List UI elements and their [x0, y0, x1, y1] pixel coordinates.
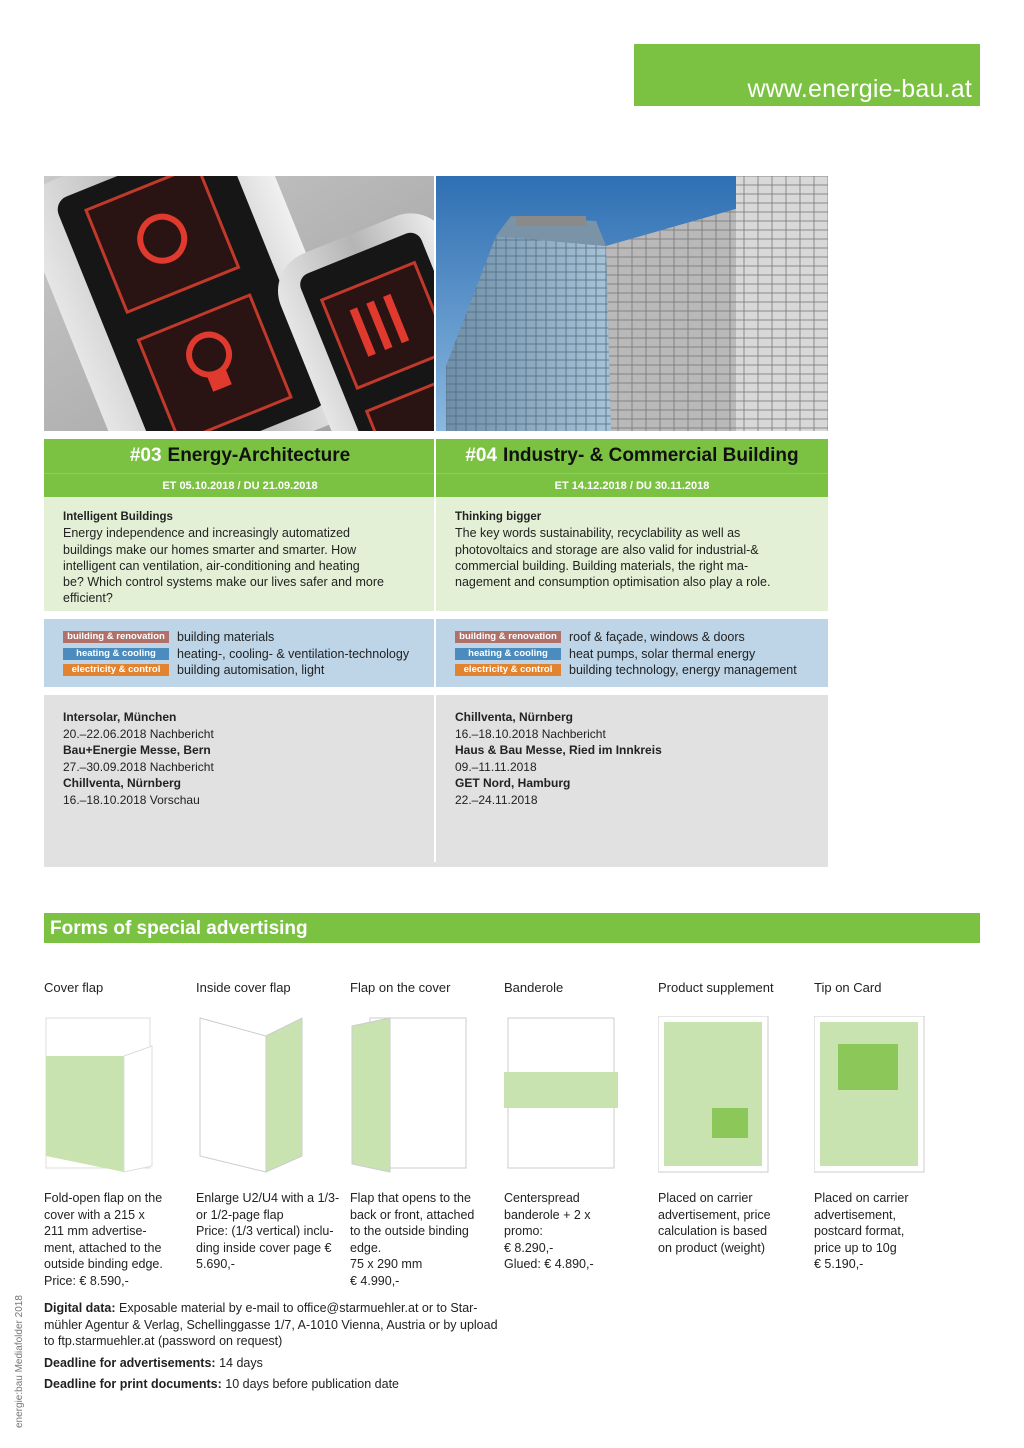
desc-line: € 5.190,- [814, 1257, 864, 1271]
issue-03-events [44, 695, 436, 867]
desc-line: Glued: € 4.890,- [504, 1257, 594, 1271]
inside-cover-flap-illustration [196, 1016, 326, 1176]
inside-cover-flap-item [196, 980, 346, 1271]
event-date: 22.–24.11.2018 [455, 792, 538, 807]
desc-line: advertisement, [814, 1207, 896, 1222]
form-label: Cover flap [44, 980, 104, 995]
desc-line: postcard format, [814, 1224, 905, 1238]
issue-04-description [436, 497, 828, 611]
electricity-control-tag: electricity & control [63, 664, 169, 676]
category-text: heating-, cooling- & ventilation-technology [177, 646, 410, 661]
product-supplement-illustration [658, 1016, 788, 1176]
category-row [63, 629, 436, 646]
desc-line: Placed on carrier [814, 1191, 909, 1205]
form-label: Banderole [504, 980, 564, 995]
deadline-ads-value: 14 days [215, 1355, 263, 1370]
desc-line: back or front, attached [350, 1207, 475, 1222]
banderole-item [504, 980, 654, 1271]
desc-line: or 1/2-page flap [196, 1207, 284, 1222]
form-description [658, 1190, 808, 1256]
desc-line: to the outside binding [350, 1224, 469, 1238]
event-date: 16.–18.10.2018 Vorschau [63, 792, 200, 807]
digital-data-label: Digital data: [44, 1301, 116, 1315]
desc-line: nagement and consumption optimisation also play a role. [455, 575, 771, 590]
issue-03-column [44, 176, 436, 867]
desc-line: € 4.990,- [350, 1273, 400, 1288]
desc-line: edge. [350, 1240, 382, 1255]
desc-line: cover with a 215 x [44, 1207, 145, 1222]
form-label: Tip on Card [814, 980, 882, 995]
form-label: Flap on the cover [350, 980, 451, 995]
issue-03-title: Energy-Architecture [167, 445, 351, 466]
issue-03-number: #03 [129, 445, 162, 466]
flap-on-cover-illustration [350, 1016, 480, 1176]
digital-data-line: to ftp.starmuehler.at (password on request) [44, 1334, 283, 1348]
tip-on-card-item [814, 980, 964, 1271]
digital-data-paragraph [44, 1300, 514, 1350]
form-description [350, 1190, 500, 1289]
issue-04-title: Industry- & Commercial Building [503, 445, 799, 466]
event-name: Chillventa, Nürnberg [455, 710, 574, 724]
desc-line: efficient? [63, 591, 113, 606]
cover-flap-item [44, 980, 194, 1288]
issue-04-dates: ET 14.12.2018 / DU 30.11.2018 [436, 473, 828, 497]
electricity-control-tag: electricity & control [455, 664, 561, 676]
desc-line: 75 x 290 mm [350, 1257, 423, 1271]
issue-04-column [436, 176, 828, 867]
flap-on-cover-item [350, 980, 500, 1288]
desc-line: Enlarge U2/U4 with a 1/3- [196, 1191, 340, 1205]
desc-line: Price: € 8.590,- [44, 1273, 129, 1288]
issue-03-heading [44, 439, 436, 473]
desc-line: The key words sustainability, recyclability as well as [455, 526, 741, 541]
category-row [455, 646, 828, 663]
desc-line: Fold-open flap on the [44, 1191, 163, 1205]
desc-line: calculation is based [658, 1224, 768, 1238]
heating-cooling-tag: heating & cooling [63, 648, 169, 660]
desc-line: advertisement, price [658, 1207, 771, 1222]
building-renovation-tag: building & renovation [63, 631, 169, 643]
category-text: heat pumps, solar thermal energy [569, 646, 756, 661]
event-name: GET Nord, Hamburg [455, 776, 571, 790]
event-date: 16.–18.10.2018 Nachbericht [455, 726, 606, 741]
category-row [455, 629, 828, 646]
desc-line: Energy independence and increasingly automatized [63, 526, 350, 541]
website-url-banner [634, 44, 980, 106]
desc-line: price up to 10g [814, 1240, 897, 1255]
category-text: roof & façade, windows & doors [569, 630, 745, 645]
issue-03-description [44, 497, 436, 611]
desc-line: € 8.290,- [504, 1240, 554, 1255]
category-row [63, 662, 436, 679]
desc-line: be? Which control systems make our lives safer and more [63, 575, 384, 590]
banderole-illustration [504, 1016, 634, 1176]
issue-04-desc-title: Thinking bigger [455, 511, 542, 523]
event-date: 20.–22.06.2018 Nachbericht [63, 726, 214, 741]
desc-line: Price: (1/3 vertical) inclu- [196, 1224, 334, 1238]
issue-04-events [436, 695, 828, 867]
category-text: building materials [177, 630, 275, 645]
desc-line: 5.690,- [196, 1257, 235, 1271]
desc-line: Placed on carrier [658, 1191, 753, 1205]
footer-info [44, 1300, 514, 1398]
desc-line: 211 mm advertise- [44, 1224, 147, 1238]
deadline-print-value: 10 days before publication date [221, 1377, 400, 1391]
side-caption: energie:bau Mediafolder 2018 [14, 1295, 25, 1428]
issue-04-categories [436, 619, 828, 687]
desc-line: ding inside cover page € [196, 1240, 332, 1255]
category-text: building automisation, light [177, 663, 325, 678]
desc-line: buildings make our homes smarter and smarter. How [63, 542, 357, 557]
desc-line: banderole + 2 x [504, 1207, 591, 1222]
form-description [814, 1190, 964, 1273]
event-name: Intersolar, München [63, 710, 177, 724]
deadline-ads-paragraph [44, 1355, 514, 1372]
desc-line: intelligent can ventilation, air-conditioning and heating [63, 558, 360, 573]
digital-data-line: mühler Agentur & Verlag, Schellinggasse 1/7, A-1010 Vienna, Austria or by upload [44, 1317, 498, 1332]
form-label: Product supplement [658, 980, 774, 995]
issue-04-number: #04 [465, 445, 498, 466]
heating-cooling-tag: heating & cooling [455, 648, 561, 660]
category-text: building technology, energy management [569, 663, 797, 678]
category-row [63, 646, 436, 663]
event-name: Haus & Bau Messe, Ried im Innkreis [455, 743, 662, 757]
desc-line: commercial building. Building materials, the right ma- [455, 558, 749, 573]
event-name: Bau+Energie Messe, Bern [63, 743, 211, 757]
digital-data-line: Exposable material by e-mail to office@starmuehler.at or to Star- [115, 1301, 478, 1315]
category-row [455, 662, 828, 679]
product-supplement-item [658, 980, 808, 1255]
deadline-print-label: Deadline for print documents: [44, 1377, 222, 1391]
desc-line: promo: [504, 1224, 543, 1238]
desc-line: Centerspread [504, 1191, 580, 1205]
event-name: Chillventa, Nürnberg [63, 776, 182, 790]
desc-line: photovoltaics and storage are also valid for industrial-& [455, 542, 759, 557]
form-description [504, 1190, 654, 1273]
form-label: Inside cover flap [196, 980, 291, 995]
building-renovation-tag: building & renovation [455, 631, 561, 643]
cover-flap-illustration [44, 1016, 174, 1176]
website-url: www.energie-bau.at [747, 74, 972, 103]
desc-line: ment, attached to the [44, 1240, 162, 1255]
form-description [196, 1190, 346, 1273]
event-date: 27.–30.09.2018 Nachbericht [63, 759, 214, 774]
office-tower-photo [436, 176, 828, 431]
desc-line: on product (weight) [658, 1240, 766, 1255]
tip-on-card-illustration [814, 1016, 944, 1176]
issue-03-dates: ET 05.10.2018 / DU 21.09.2018 [44, 473, 436, 497]
issue-03-categories [44, 619, 436, 687]
deadline-print-paragraph [44, 1376, 514, 1393]
control-panel-photo [44, 176, 436, 431]
desc-line: outside binding edge. [44, 1257, 163, 1271]
issue-04-heading [436, 439, 828, 473]
deadline-ads-label: Deadline for advertisements: [44, 1355, 216, 1370]
event-date: 09.–11.11.2018 [455, 759, 537, 774]
issue-03-desc-title: Intelligent Buildings [63, 511, 173, 523]
special-advertising-heading: Forms of special advertising [44, 913, 980, 943]
desc-line: Flap that opens to the [350, 1191, 471, 1205]
form-description [44, 1190, 194, 1289]
